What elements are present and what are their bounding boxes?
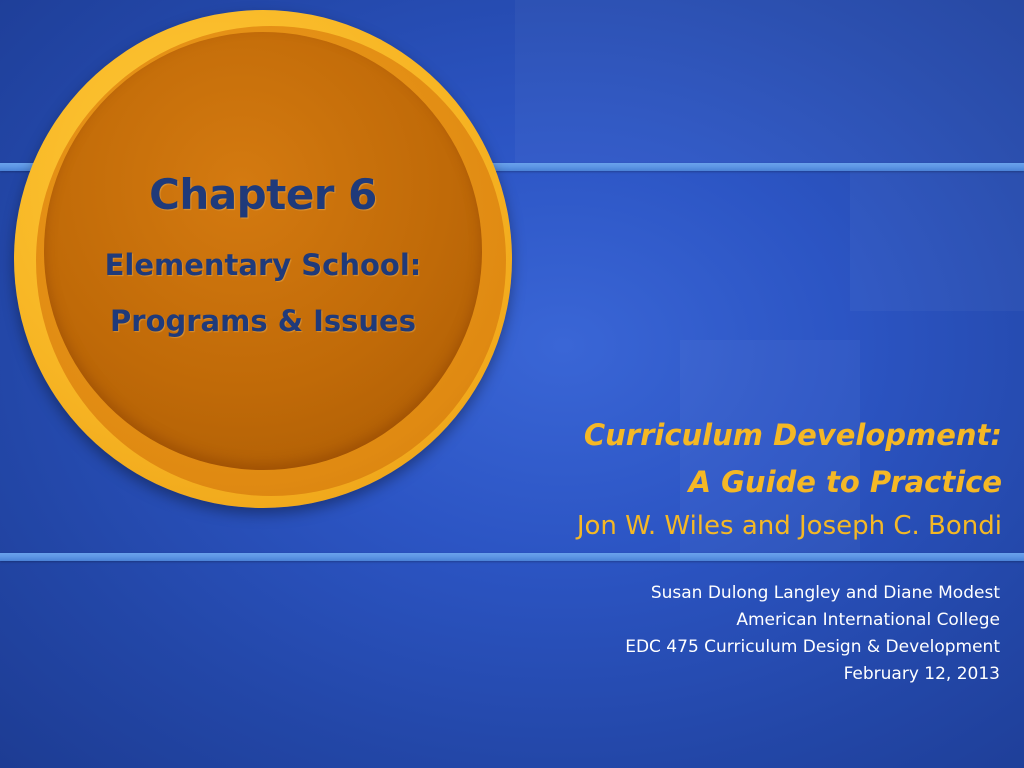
chapter-subtitle-line-2: Programs & Issues — [110, 304, 416, 338]
title-circle — [14, 10, 512, 508]
presentation-date: February 12, 2013 — [843, 664, 1000, 684]
bottom-divider-rule — [0, 553, 1024, 561]
presenter-institution: American International College — [736, 610, 1000, 630]
chapter-subtitle-line-1: Elementary School: — [104, 248, 422, 282]
book-title-line-2: A Guide to Practice — [688, 465, 1002, 499]
background-panel — [515, 0, 1024, 163]
book-authors: Jon W. Wiles and Joseph C. Bondi — [576, 511, 1002, 541]
presenter-names: Susan Dulong Langley and Diane Modest — [650, 583, 1000, 603]
background-panel — [850, 171, 1024, 311]
chapter-title: Chapter 6 — [149, 170, 377, 219]
book-title-line-1: Curriculum Development: — [583, 418, 1002, 452]
presenter-course: EDC 475 Curriculum Design & Development — [625, 637, 1000, 657]
